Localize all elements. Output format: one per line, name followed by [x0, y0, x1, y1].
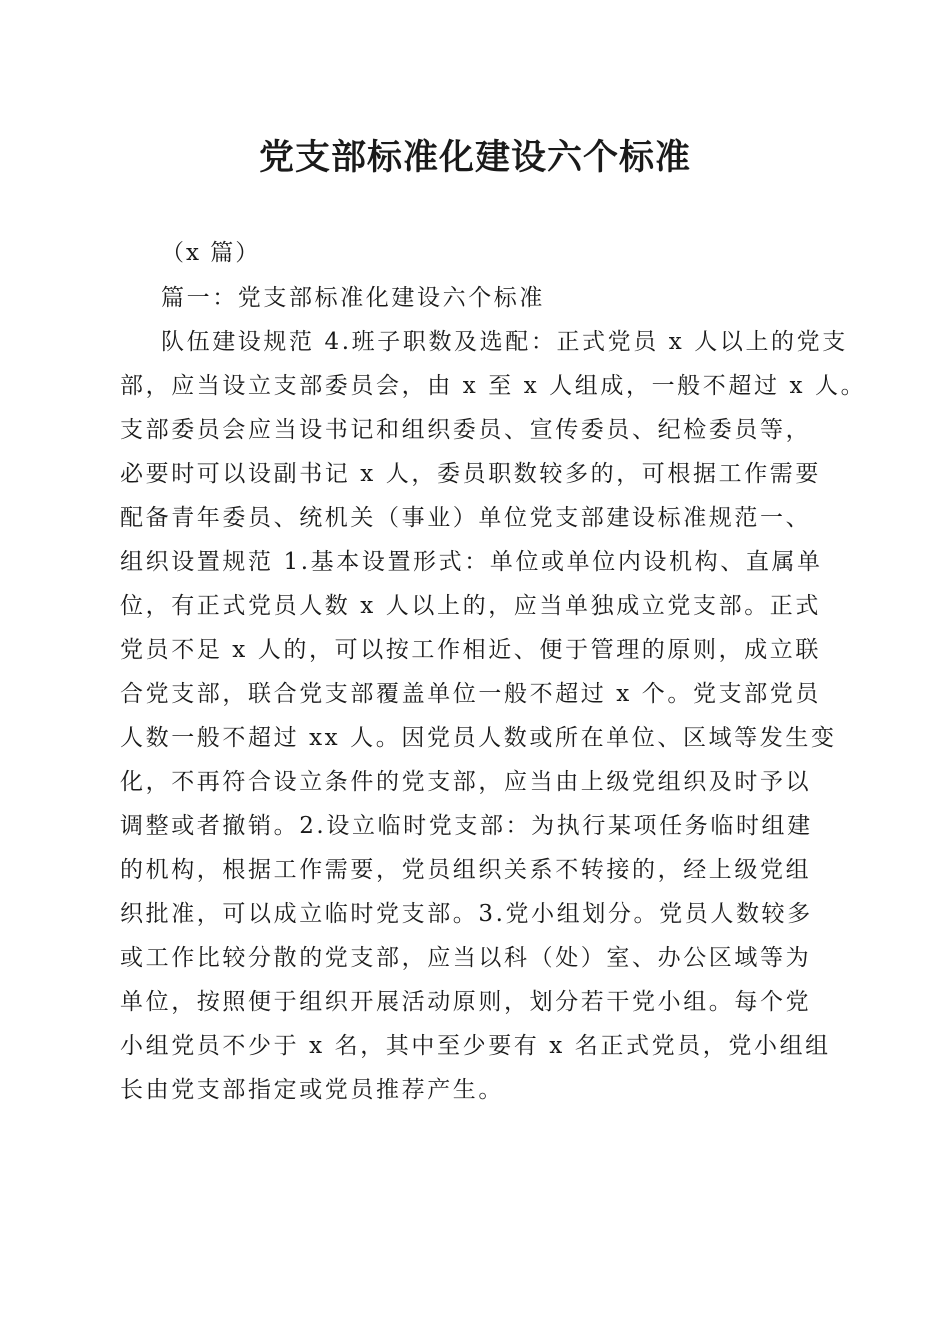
body-line: 队伍建设规范 4.班子职数及选配：正式党员 x 人以上的党支	[161, 329, 848, 355]
body-line: 化，不再符合设立条件的党支部，应当由上级党组织及时予以	[120, 769, 812, 795]
body-line: 部，应当设立支部委员会，由 x 至 x 人组成，一般不超过 x 人。	[120, 373, 867, 399]
section-heading: 篇一：党支部标准化建设六个标准	[161, 285, 545, 311]
body-line: 人数一般不超过 xx 人。因党员人数或所在单位、区域等发生变	[120, 725, 837, 751]
body-line: 支部委员会应当设书记和组织委员、宣传委员、纪检委员等，	[120, 417, 812, 443]
body-line: 单位，按照便于组织开展活动原则，划分若干党小组。每个党	[120, 989, 812, 1015]
document-title: 党支部标准化建设六个标准	[258, 137, 691, 178]
body-line: 合党支部，联合党支部覆盖单位一般不超过 x 个。党支部党员	[120, 681, 821, 707]
body-line: 组织设置规范 1.基本设置形式：单位或单位内设机构、直属单	[120, 549, 823, 575]
body-line: 党员不足 x 人的，可以按工作相近、便于管理的原则，成立联	[120, 637, 821, 663]
body-line: 织批准，可以成立临时党支部。3.党小组划分。党员人数较多	[120, 901, 813, 927]
body-line: 调整或者撤销。2.设立临时党支部：为执行某项任务临时组建	[120, 813, 813, 839]
body-line: 小组党员不少于 x 名，其中至少要有 x 名正式党员，党小组组	[120, 1033, 831, 1059]
body-line: 或工作比较分散的党支部，应当以科（处）室、办公区域等为	[120, 945, 812, 971]
body-line: 长由党支部指定或党员推荐产生。	[120, 1077, 504, 1103]
body-line: 位，有正式党员人数 x 人以上的，应当单独成立党支部。正式	[120, 593, 821, 619]
body-line: 的机构，根据工作需要，党员组织关系不转接的，经上级党组	[120, 857, 812, 883]
body-line: 必要时可以设副书记 x 人，委员职数较多的，可根据工作需要	[120, 461, 821, 487]
subtitle: （x 篇）	[161, 240, 261, 266]
body-line: 配备青年委员、统机关（事业）单位党支部建设标准规范一、	[120, 505, 812, 531]
